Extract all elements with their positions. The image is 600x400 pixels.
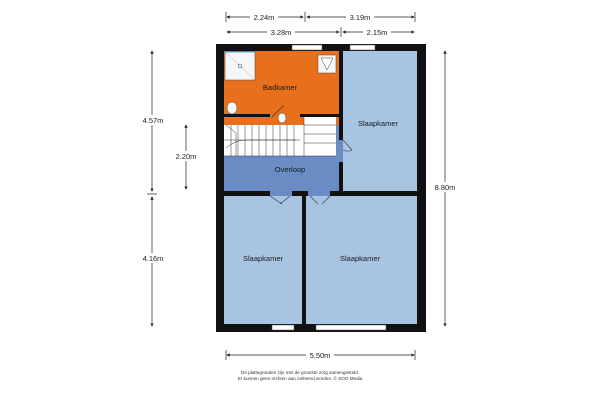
room-label-bedroom-bottom-right: Slaapkamer xyxy=(339,254,381,263)
room-label-landing: Overloop xyxy=(274,165,306,174)
door-gap-top-right xyxy=(339,140,343,162)
dim-left-stair: 2.20m xyxy=(175,152,197,161)
footer-disclaimer-1: De plattegronden zijn met de grootste zorg samengesteld. xyxy=(241,370,359,375)
dim-inner-left: 3.28m xyxy=(270,28,292,37)
dim-left-lower: 4.16m xyxy=(142,254,164,263)
room-label-bathroom: Badkamer xyxy=(262,83,298,92)
dim-bottom-total: 5.50m xyxy=(309,351,331,360)
toilet-2 xyxy=(278,113,286,123)
door-gap-bottom-left xyxy=(270,191,292,196)
dim-top-left: 2.24m xyxy=(253,13,275,22)
room-label-bedroom-bottom-left: Slaapkamer xyxy=(242,254,284,263)
room-label-bedroom-top-right: Slaapkamer xyxy=(357,119,399,128)
dim-right-total: 8.80m xyxy=(434,183,456,192)
toilet xyxy=(227,102,237,114)
dim-inner-right: 2.15m xyxy=(366,28,388,37)
footer-disclaimer-2: Er kunnen geen rechten aan ontleend worden. © SOO Media xyxy=(237,376,363,381)
dim-left-upper: 4.57m xyxy=(142,116,164,125)
dim-top-right: 3.19m xyxy=(349,13,371,22)
door-gap-bottom-right xyxy=(308,191,330,196)
